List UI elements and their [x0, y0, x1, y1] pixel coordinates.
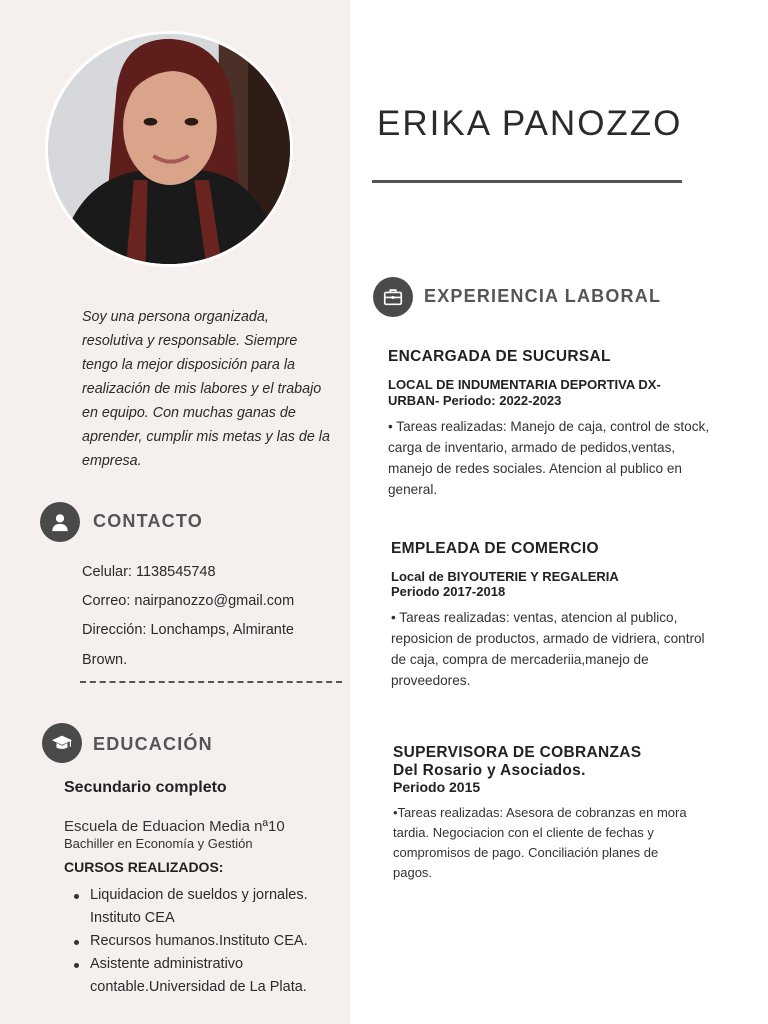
job-title: SUPERVISORA DE COBRANZAS	[393, 744, 642, 761]
portrait-illustration	[48, 34, 290, 264]
profile-photo-image	[48, 34, 290, 264]
profile-summary: Soy una persona organizada, resolutiva y responsable. Siempre tengo la mejor disposición para la realización de mis labores y el trabajo en equipo. Con muchas ganas de aprender, cumplir mis metas y las de la empresa.	[82, 309, 330, 469]
graduation-cap-icon	[42, 723, 82, 763]
job-description: • Tareas realizadas: Manejo de caja, control de stock, carga de inventario, armado de pedidos,ventas, manejo de redes sociales. Atencion al publico en general.	[388, 419, 710, 497]
job-company-line2: URBAN- Periodo: 2022-2023	[388, 393, 562, 408]
job-company-line2: Periodo 2017-2018	[391, 584, 506, 599]
education-heading: EDUCACIÓN	[93, 734, 213, 754]
contact-heading: CONTACTO	[93, 511, 203, 531]
job-company-line1: Local de BIYOUTERIE Y REGALERIA	[391, 569, 619, 584]
person-icon	[40, 502, 80, 542]
contact-address-line2: Brown.	[82, 652, 128, 668]
education-degree: Secundario completo	[64, 779, 227, 796]
profile-photo	[45, 31, 293, 267]
graduation-cap-icon-glyph	[51, 732, 73, 754]
briefcase-icon	[373, 277, 413, 317]
job-title: ENCARGADA DE SUCURSAL	[388, 348, 611, 365]
job-company-line1: Del Rosario y Asociados.	[393, 762, 586, 779]
contact-address-line1: Dirección: Lonchamps, Almirante	[82, 622, 294, 638]
dashed-divider	[80, 681, 342, 683]
job-company-line1: LOCAL DE INDUMENTARIA DEPORTIVA DX-	[388, 377, 661, 392]
experience-heading: EXPERIENCIA LABORAL	[424, 286, 662, 306]
course-item: Asistente administrativo contable.Universidad de La Plata.	[90, 953, 348, 999]
education-orientation: Bachiller en Economía y Gestión	[64, 836, 253, 851]
person-icon-glyph	[49, 511, 71, 533]
education-school: Escuela de Eduacion Media nª10	[64, 818, 285, 835]
job-description: •Tareas realizadas: Asesora de cobranzas en mora tardia. Negociacion con el cliente de fechas y compromisos de pago. Conciliación planes de pagos.	[393, 805, 687, 880]
job-title: EMPLEADA DE COMERCIO	[391, 540, 599, 557]
name-underline	[372, 180, 682, 183]
course-item: Liquidacion de sueldos y jornales. Instituto CEA	[90, 884, 348, 930]
contact-phone: Celular: 1138545748	[82, 564, 216, 580]
job-description: • Tareas realizadas: ventas, atencion al publico, reposicion de productos, armado de vidriera, control de caja, compra de mercaderiia,manejo de proveedores.	[391, 610, 705, 688]
contact-email[interactable]: Correo: nairpanozzo@gmail.com	[82, 593, 295, 609]
courses-heading: CURSOS REALIZADOS:	[64, 859, 224, 875]
courses-list	[90, 884, 348, 999]
job-company-line2: Periodo 2015	[393, 779, 481, 795]
candidate-name: ERIKA PANOZZO	[377, 104, 683, 143]
briefcase-icon-glyph	[382, 286, 404, 308]
course-item: Recursos humanos.Instituto CEA.	[90, 930, 348, 953]
